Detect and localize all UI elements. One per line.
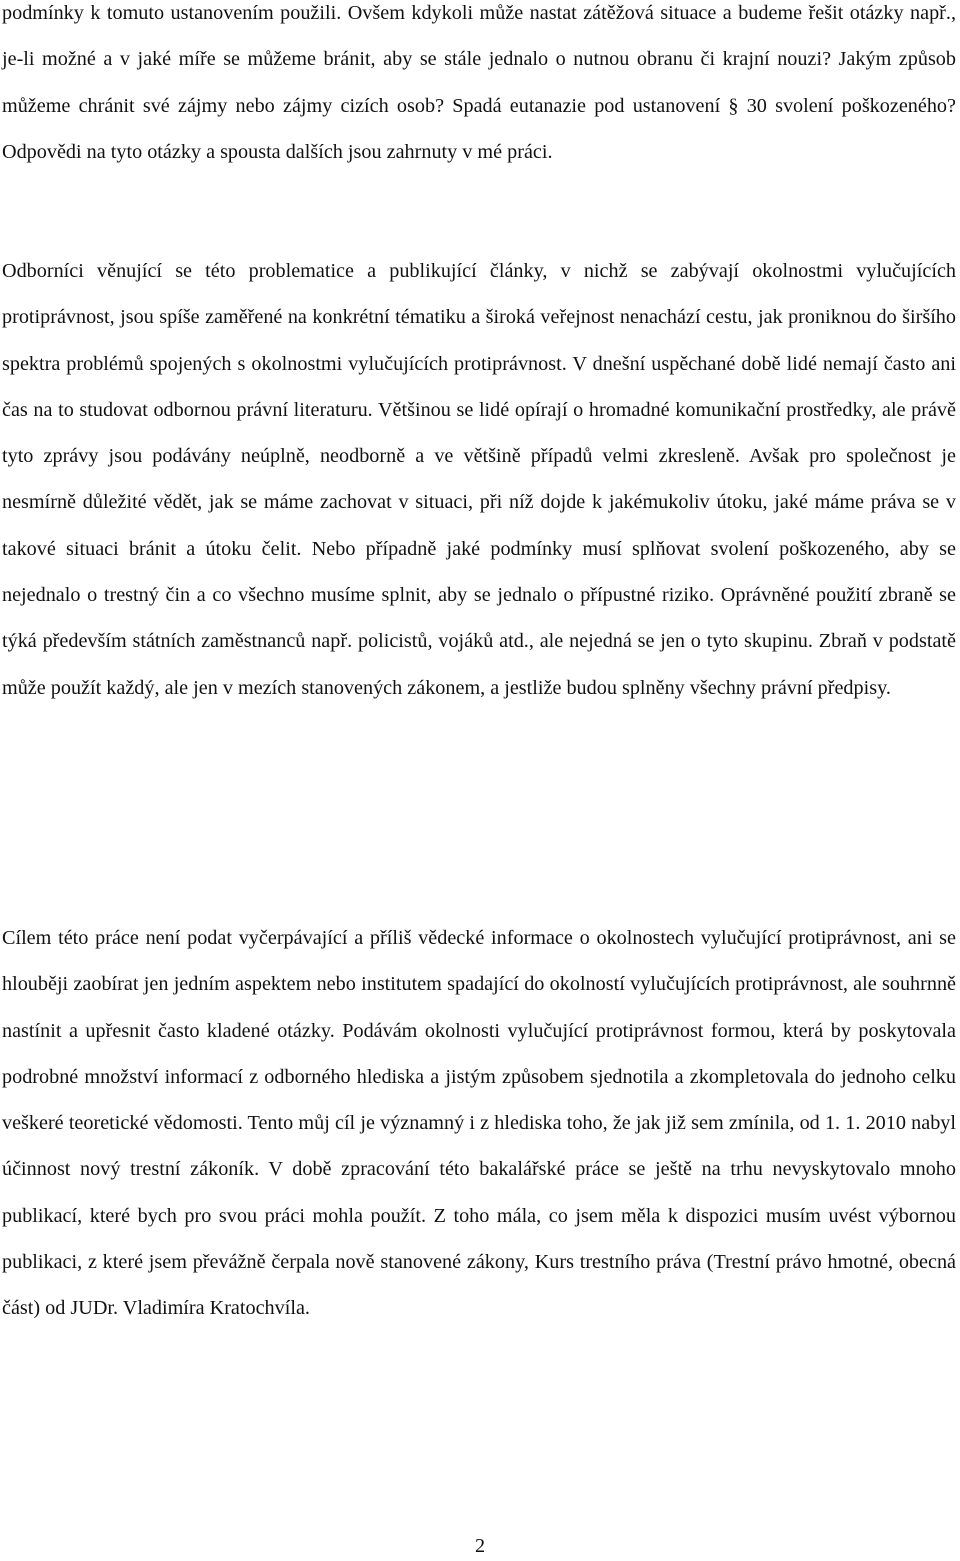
page-number: 2 bbox=[474, 1535, 486, 1557]
paragraph-3: Cílem této práce není podat vyčerpávající a příliš vědecké informace o okolnostech vylučující protiprávnost, ani se hlouběji zaobírat jen jedním aspektem nebo institutem spadající do okolností vylučujících protiprávnost, ale souhrnně nastínit a upřesnit často kladené otázky. Podávám okolnosti vylučující protiprávnost formou, která by poskytovala podrobné množství informací z odborného hlediska a jistým způsobem sjednotila a zkompletovala do jednoho celku veškeré teoretické vědomosti. Tento můj cíl je významný i z hlediska toho, že jak již sem zmínila, od 1. 1. 2010 nabyl účinnost nový trestní zákoník. V době zpracování této bakalářské práce se ještě na trhu nevyskytovalo mnoho publikací, které bych pro svou práci mohla použít. Z toho mála, co jsem měla k dispozici musím uvést výbornou publikaci, z které jsem převážně čerpala nově stanovené zákony, Kurs trestního práva (Trestní právo hmotné, obecná část) od JUDr. Vladimíra Kratochvíla. bbox=[2, 927, 956, 1320]
paragraph-2: Odborníci věnující se této problematice a publikující články, v nichž se zabývají okolnostmi vylučujících protiprávnost, jsou spíše zaměřené na konkrétní tématiku a široká veřejnost nenachází cestu, jak proniknou do širšího spektra problémů spojených s okolnostmi vylučujících protiprávnost. V dnešní uspěchané době lidé nemají často ani čas na to studovat odbornou právní literaturu. Většinou se lidé opírají o hromadné komunikační prostředky, ale právě tyto zprávy jsou podávány neúplně, neodborně a ve většině případů velmi zkresleně. Avšak pro společnost je nesmírně důležité vědět, jak se máme zachovat v situaci, při níž dojde k jakémukoliv útoku, jaké máme práva se v takové situaci bránit a útoku čelit. Nebo případně jaké podmínky musí splňovat svolení poškozeného, aby se nejednalo o trestný čin a co všechno musíme splnit, aby se jednalo o přípustné riziko. Oprávněné použití zbraně se týká především státních zaměstnanců např. policistů, vojáků atd., ale nejedná se jen o tyto skupinu. Zbraň v podstatě může použít každý, ale jen v mezích stanovených zákonem, a jestliže budou splněny všechny právní předpisy. bbox=[2, 260, 956, 699]
paragraph-1: podmínky k tomuto ustanovením použili. Ovšem kdykoli může nastat zátěžová situace a budeme řešit otázky např., je-li možné a v jaké míře se můžeme bránit, aby se stále jednalo o nutnou obranu či krajní nouzi? Jakým způsob můžeme chránit své zájmy nebo zájmy cizích osob? Spadá eutanazie pod ustanovení § 30 svolení poškozeného? Odpovědi na tyto otázky a spousta dalších jsou zahrnuty v mé práci. bbox=[2, 2, 956, 163]
